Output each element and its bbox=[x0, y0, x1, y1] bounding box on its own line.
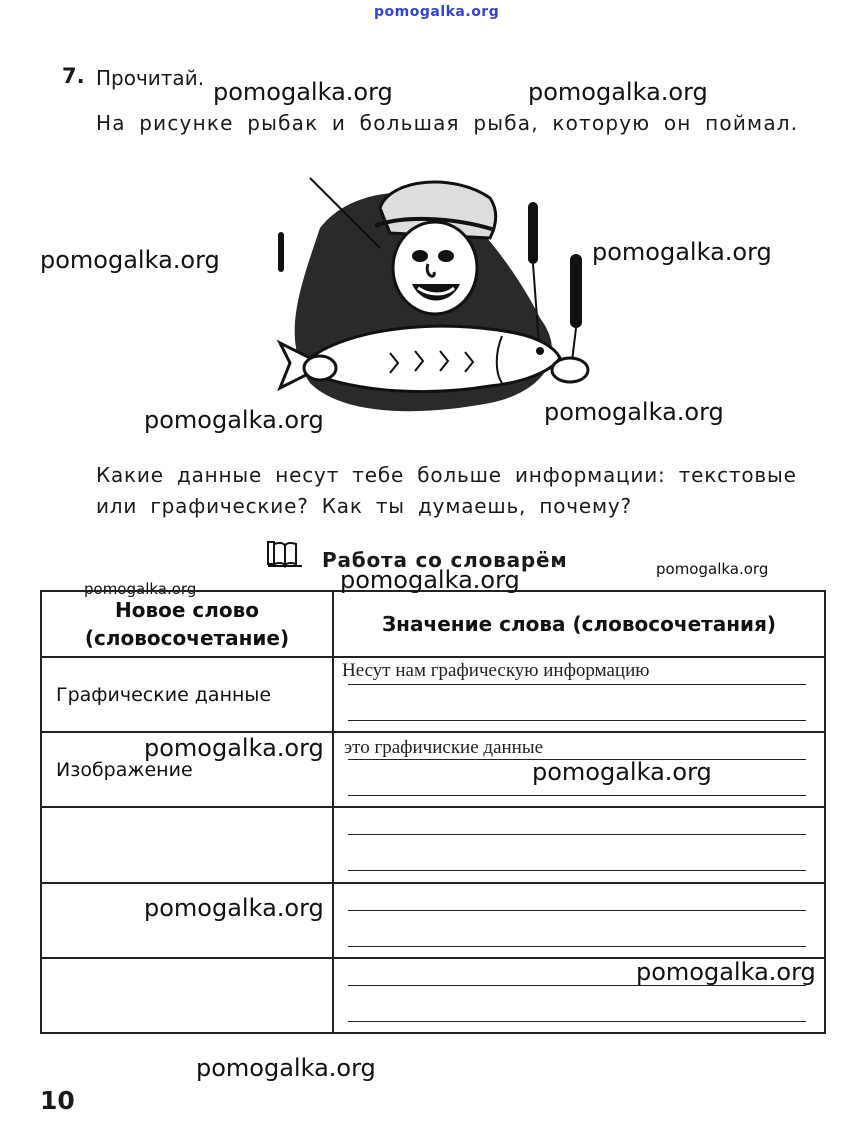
meaning-cell[interactable] bbox=[333, 807, 825, 882]
table-row bbox=[41, 657, 825, 732]
task-title: Прочитай. bbox=[96, 66, 205, 90]
watermark: pomogalka.org bbox=[636, 958, 816, 986]
meaning-cell[interactable] bbox=[333, 657, 825, 732]
watermark: pomogalka.org bbox=[84, 580, 197, 598]
header-meaning: Значение слова (словосочетания) bbox=[333, 591, 825, 657]
watermark: pomogalka.org bbox=[144, 406, 324, 434]
watermark: pomogalka.org bbox=[196, 1054, 376, 1082]
answer-line bbox=[348, 910, 806, 911]
answer-line bbox=[348, 720, 806, 721]
watermark: pomogalka.org bbox=[544, 398, 724, 426]
fisherman-illustration bbox=[240, 168, 600, 440]
answer-line bbox=[348, 834, 806, 835]
watermark: pomogalka.org bbox=[532, 758, 712, 786]
open-book-icon bbox=[266, 540, 304, 568]
watermark: pomogalka.org bbox=[592, 238, 772, 266]
dictionary-title: Работа со словарём bbox=[322, 548, 568, 572]
watermark: pomogalka.org bbox=[340, 566, 520, 594]
answer-line bbox=[348, 946, 806, 947]
table-row bbox=[41, 807, 825, 882]
answer-line bbox=[348, 795, 806, 796]
watermark: pomogalka.org bbox=[213, 78, 393, 106]
word-cell[interactable] bbox=[41, 958, 333, 1033]
question-text: Какие данные несут тебе больше информации: текстовые или графические? Как ты думаешь, почему? bbox=[96, 463, 797, 518]
handwritten-answer: Несут нам графическую информацию bbox=[342, 660, 650, 682]
answer-line bbox=[348, 1021, 806, 1022]
watermark: pomogalka.org bbox=[656, 560, 769, 578]
word-cell[interactable] bbox=[41, 807, 333, 882]
watermark-top: pomogalka.org bbox=[374, 4, 500, 20]
task-number: 7. bbox=[62, 64, 85, 88]
meaning-cell[interactable] bbox=[333, 883, 825, 958]
watermark: pomogalka.org bbox=[144, 894, 324, 922]
word-cell: Изображение bbox=[41, 732, 333, 807]
word-cell: Графические данные bbox=[41, 657, 333, 732]
watermark: pomogalka.org bbox=[40, 246, 220, 274]
page-number: 10 bbox=[40, 1086, 75, 1115]
answer-line bbox=[348, 870, 806, 871]
header-new-word: Новое слово (словосочетание) bbox=[41, 591, 333, 657]
watermark: pomogalka.org bbox=[528, 78, 708, 106]
answer-line bbox=[348, 684, 806, 685]
watermark: pomogalka.org bbox=[144, 734, 324, 762]
handwritten-answer: это графичиские данные bbox=[344, 737, 544, 759]
task-text: На рисунке рыбак и большая рыба, которую он поймал. bbox=[96, 111, 799, 135]
